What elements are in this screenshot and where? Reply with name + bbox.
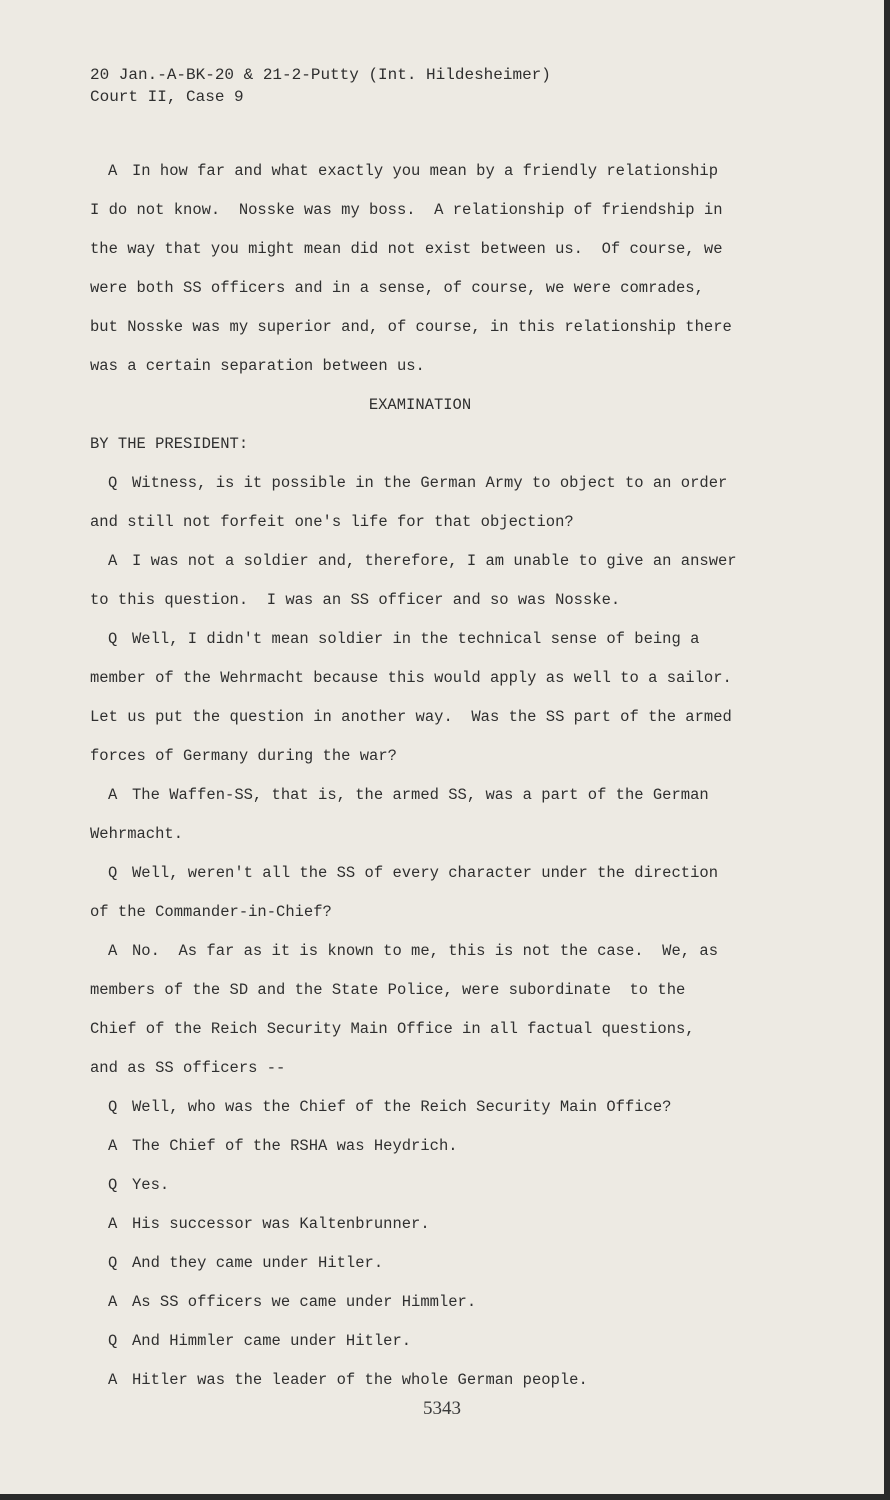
testimony-line <box>90 191 780 230</box>
line-text: members of the SD and the State Police, were subordinate to the <box>90 981 686 999</box>
line-text: Well, weren't all the SS of every character under the direction <box>132 864 718 882</box>
line-text: member of the Wehrmacht because this would apply as well to a sailor. <box>90 669 732 687</box>
line-text: Hitler was the leader of the whole German people. <box>132 1371 588 1389</box>
testimony-line <box>90 347 780 386</box>
line-text: Let us put the question in another way. Was the SS part of the armed <box>90 708 732 726</box>
question-line <box>90 464 780 503</box>
answer-line <box>90 776 780 815</box>
speaker-label: A <box>108 162 118 180</box>
line-text: but Nosske was my superior and, of course, in this relationship there <box>90 318 732 336</box>
header-line-1: 20 Jan.-A-BK-20 & 21-2-Putty (Int. Hildesheimer) <box>90 66 551 84</box>
line-text: EXAMINATION <box>368 396 472 414</box>
line-text: to this question. I was an SS officer and so was Nosske. <box>90 591 621 609</box>
page-number: 5343 <box>423 1398 461 1419</box>
line-text: and as SS officers -- <box>90 1059 286 1077</box>
line-text: and still not forfeit one's life for that objection? <box>90 513 574 531</box>
speaker-label: Q <box>108 1332 118 1350</box>
question-line <box>90 620 780 659</box>
speaker-label: A <box>108 786 118 804</box>
line-text: Chief of the Reich Security Main Office in all factual questions, <box>90 1020 695 1038</box>
transcript-body <box>90 152 780 1400</box>
speaker-label: Q <box>108 1176 118 1194</box>
question-line <box>90 1088 780 1127</box>
speaker-label: Q <box>108 1254 118 1272</box>
line-text: And Himmler came under Hitler. <box>132 1332 412 1350</box>
answer-line <box>90 932 780 971</box>
answer-line <box>90 1127 780 1166</box>
line-text: forces of Germany during the war? <box>90 747 397 765</box>
answer-line <box>90 815 780 854</box>
line-text: The Chief of the RSHA was Heydrich. <box>132 1137 458 1155</box>
question-line <box>90 1166 780 1205</box>
speaker-label: A <box>108 1137 118 1155</box>
line-text: And they came under Hitler. <box>132 1254 384 1272</box>
testimony-line <box>90 152 780 191</box>
answer-line <box>90 1049 780 1088</box>
speaker-label: A <box>108 552 118 570</box>
line-text: was a certain separation between us. <box>90 357 425 375</box>
answer-line <box>90 1283 780 1322</box>
line-text: Witness, is it possible in the German Army to object to an order <box>132 474 728 492</box>
question-line <box>90 1244 780 1283</box>
question-line <box>90 893 780 932</box>
line-text: were both SS officers and in a sense, of course, we were comrades, <box>90 279 704 297</box>
speaker-label: A <box>108 1293 118 1311</box>
line-text: In how far and what exactly you mean by a friendly relationship <box>132 162 718 180</box>
document-header <box>90 64 551 108</box>
answer-line <box>90 1205 780 1244</box>
line-text: No. As far as it is known to me, this is not the case. We, as <box>132 942 718 960</box>
line-text: The Waffen-SS, that is, the armed SS, was a part of the German <box>132 786 709 804</box>
examiner-line <box>90 425 780 464</box>
answer-line <box>90 971 780 1010</box>
speaker-label: Q <box>108 1098 118 1116</box>
line-text: Well, who was the Chief of the Reich Security Main Office? <box>132 1098 672 1116</box>
speaker-label: A <box>108 1371 118 1389</box>
line-text: the way that you might mean did not exist between us. Of course, we <box>90 240 723 258</box>
question-line <box>90 854 780 893</box>
question-line <box>90 1322 780 1361</box>
speaker-label: Q <box>108 630 118 648</box>
speaker-label: Q <box>108 864 118 882</box>
line-text: Well, I didn't mean soldier in the technical sense of being a <box>132 630 700 648</box>
answer-line <box>90 1361 780 1400</box>
line-text: of the Commander-in-Chief? <box>90 903 332 921</box>
testimony-line <box>90 308 780 347</box>
line-text: His successor was Kaltenbrunner. <box>132 1215 430 1233</box>
speaker-label: A <box>108 942 118 960</box>
line-text: As SS officers we came under Himmler. <box>132 1293 477 1311</box>
line-text: Yes. <box>132 1176 170 1194</box>
answer-line <box>90 542 780 581</box>
answer-line <box>90 581 780 620</box>
speaker-label: Q <box>108 474 118 492</box>
answer-line <box>90 1010 780 1049</box>
speaker-label: A <box>108 1215 118 1233</box>
question-line <box>90 503 780 542</box>
testimony-line <box>90 269 780 308</box>
line-text: I do not know. Nosske was my boss. A relationship of friendship in <box>90 201 723 219</box>
line-text: Wehrmacht. <box>90 825 184 843</box>
header-line-2: Court II, Case 9 <box>90 88 244 106</box>
question-line <box>90 698 780 737</box>
line-text: I was not a soldier and, therefore, I am unable to give an answer <box>132 552 737 570</box>
question-line <box>90 737 780 776</box>
section-title <box>90 386 780 425</box>
line-text: BY THE PRESIDENT: <box>90 435 249 453</box>
question-line <box>90 659 780 698</box>
testimony-line <box>90 230 780 269</box>
